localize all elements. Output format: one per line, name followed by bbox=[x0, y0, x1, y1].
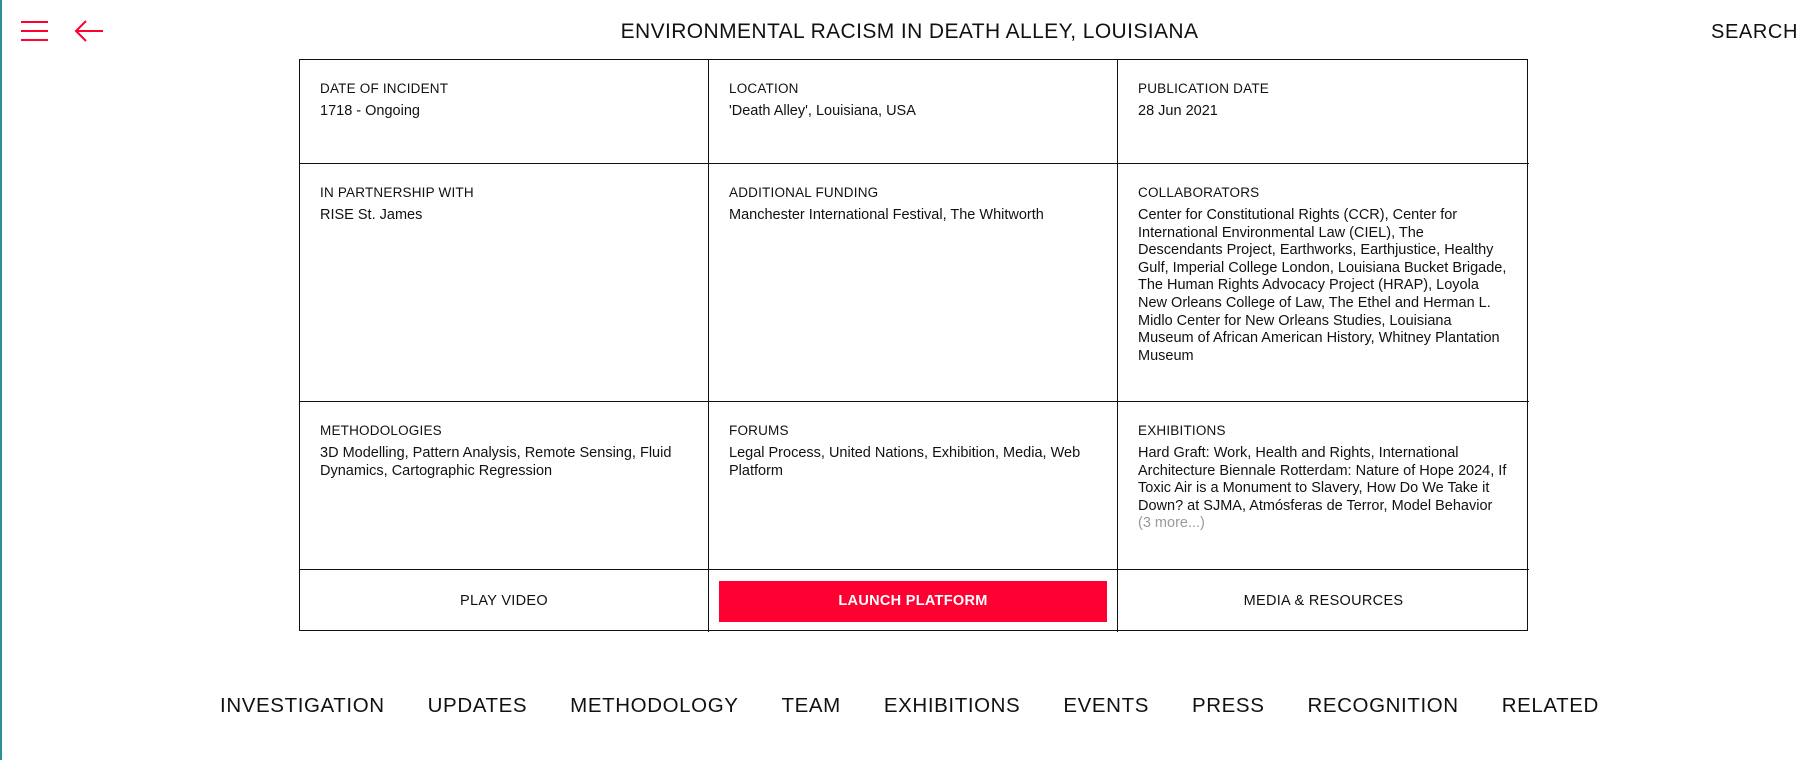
forums-cell bbox=[709, 402, 1118, 570]
additional-funding-cell bbox=[709, 164, 1118, 402]
partnership-value[interactable]: RISE St. James bbox=[320, 207, 423, 223]
additional-funding-value[interactable]: Manchester International Festival, The Whitworth bbox=[729, 207, 1044, 223]
play-video-cell[interactable] bbox=[300, 570, 709, 632]
play-video-button[interactable]: PLAY VIDEO bbox=[460, 593, 548, 609]
nav-recognition[interactable]: RECOGNITION bbox=[1307, 694, 1459, 717]
partnership-cell bbox=[300, 164, 709, 402]
nav-team[interactable]: TEAM bbox=[781, 694, 841, 717]
nav-related[interactable]: RELATED bbox=[1501, 694, 1599, 717]
collaborators-cell bbox=[1118, 164, 1529, 402]
exhibitions-label: EXHIBITIONS bbox=[1138, 423, 1226, 438]
launch-platform-cell bbox=[709, 570, 1118, 632]
nav-methodology[interactable]: METHODOLOGY bbox=[570, 694, 739, 717]
nav-updates[interactable]: UPDATES bbox=[427, 694, 528, 717]
media-resources-button[interactable]: MEDIA & RESOURCES bbox=[1243, 593, 1404, 609]
forums-label: FORUMS bbox=[729, 423, 789, 438]
publication-date-label: PUBLICATION DATE bbox=[1138, 81, 1269, 96]
date-of-incident-value: 1718 - Ongoing bbox=[320, 103, 420, 119]
location-label: LOCATION bbox=[729, 81, 799, 96]
methodologies-label: METHODOLOGIES bbox=[320, 423, 442, 438]
investigation-info-grid bbox=[299, 59, 1528, 631]
partnership-label: IN PARTNERSHIP WITH bbox=[320, 185, 474, 200]
additional-funding-label: ADDITIONAL FUNDING bbox=[729, 185, 879, 200]
exhibitions-value[interactable]: Hard Graft: Work, Health and Rights, International Architecture Biennale Rotterdam: Nature of Hope 2024, If Toxic Air is a Monument to Slavery, How Do We Take it Down? at SJMA, Atmósferas de Terror, Model Behavior bbox=[1138, 445, 1507, 514]
methodologies-cell bbox=[300, 402, 709, 570]
publication-date-cell bbox=[1118, 60, 1529, 164]
collaborators-label: COLLABORATORS bbox=[1138, 185, 1260, 200]
media-resources-cell[interactable] bbox=[1118, 570, 1529, 632]
date-of-incident-cell bbox=[300, 60, 709, 164]
search-link[interactable]: SEARCH bbox=[1711, 21, 1798, 43]
location-value: 'Death Alley', Louisiana, USA bbox=[729, 103, 916, 119]
nav-exhibitions[interactable]: EXHIBITIONS bbox=[883, 694, 1021, 717]
launch-platform-button[interactable]: LAUNCH PLATFORM bbox=[719, 581, 1107, 622]
location-cell bbox=[709, 60, 1118, 164]
nav-events[interactable]: EVENTS bbox=[1063, 694, 1149, 717]
publication-date-value: 28 Jun 2021 bbox=[1138, 103, 1218, 119]
section-nav bbox=[0, 693, 1819, 719]
exhibitions-value-wrapper bbox=[1138, 445, 1509, 533]
collaborators-value[interactable]: Center for Constitutional Rights (CCR), Center for International Environmental Law (CIEL), The Descendants Project, Earthworks, Earthjustice, Healthy Gulf, Imperial College London, Louisiana Bucket Brigade, The Human Rights Advocacy Project (HRAP), Loyola New Orleans College of Law, The Ethel and Herman L. Midlo Center for New Orleans Studies, Louisiana Museum of African American History, Whitney Plantation Museum bbox=[1138, 207, 1507, 364]
window-left-edge bbox=[0, 0, 2, 760]
exhibitions-cell bbox=[1118, 402, 1529, 570]
exhibitions-more-link[interactable]: (3 more...) bbox=[1138, 515, 1205, 532]
date-of-incident-label: DATE OF INCIDENT bbox=[320, 81, 449, 96]
methodologies-value[interactable]: 3D Modelling, Pattern Analysis, Remote Sensing, Fluid Dynamics, Cartographic Regression bbox=[320, 445, 672, 479]
nav-investigation[interactable]: INVESTIGATION bbox=[220, 694, 385, 717]
nav-press[interactable]: PRESS bbox=[1191, 694, 1265, 717]
forums-value[interactable]: Legal Process, United Nations, Exhibition, Media, Web Platform bbox=[729, 445, 1081, 479]
page-title: ENVIRONMENTAL RACISM IN DEATH ALLEY, LOUISIANA bbox=[620, 20, 1199, 43]
